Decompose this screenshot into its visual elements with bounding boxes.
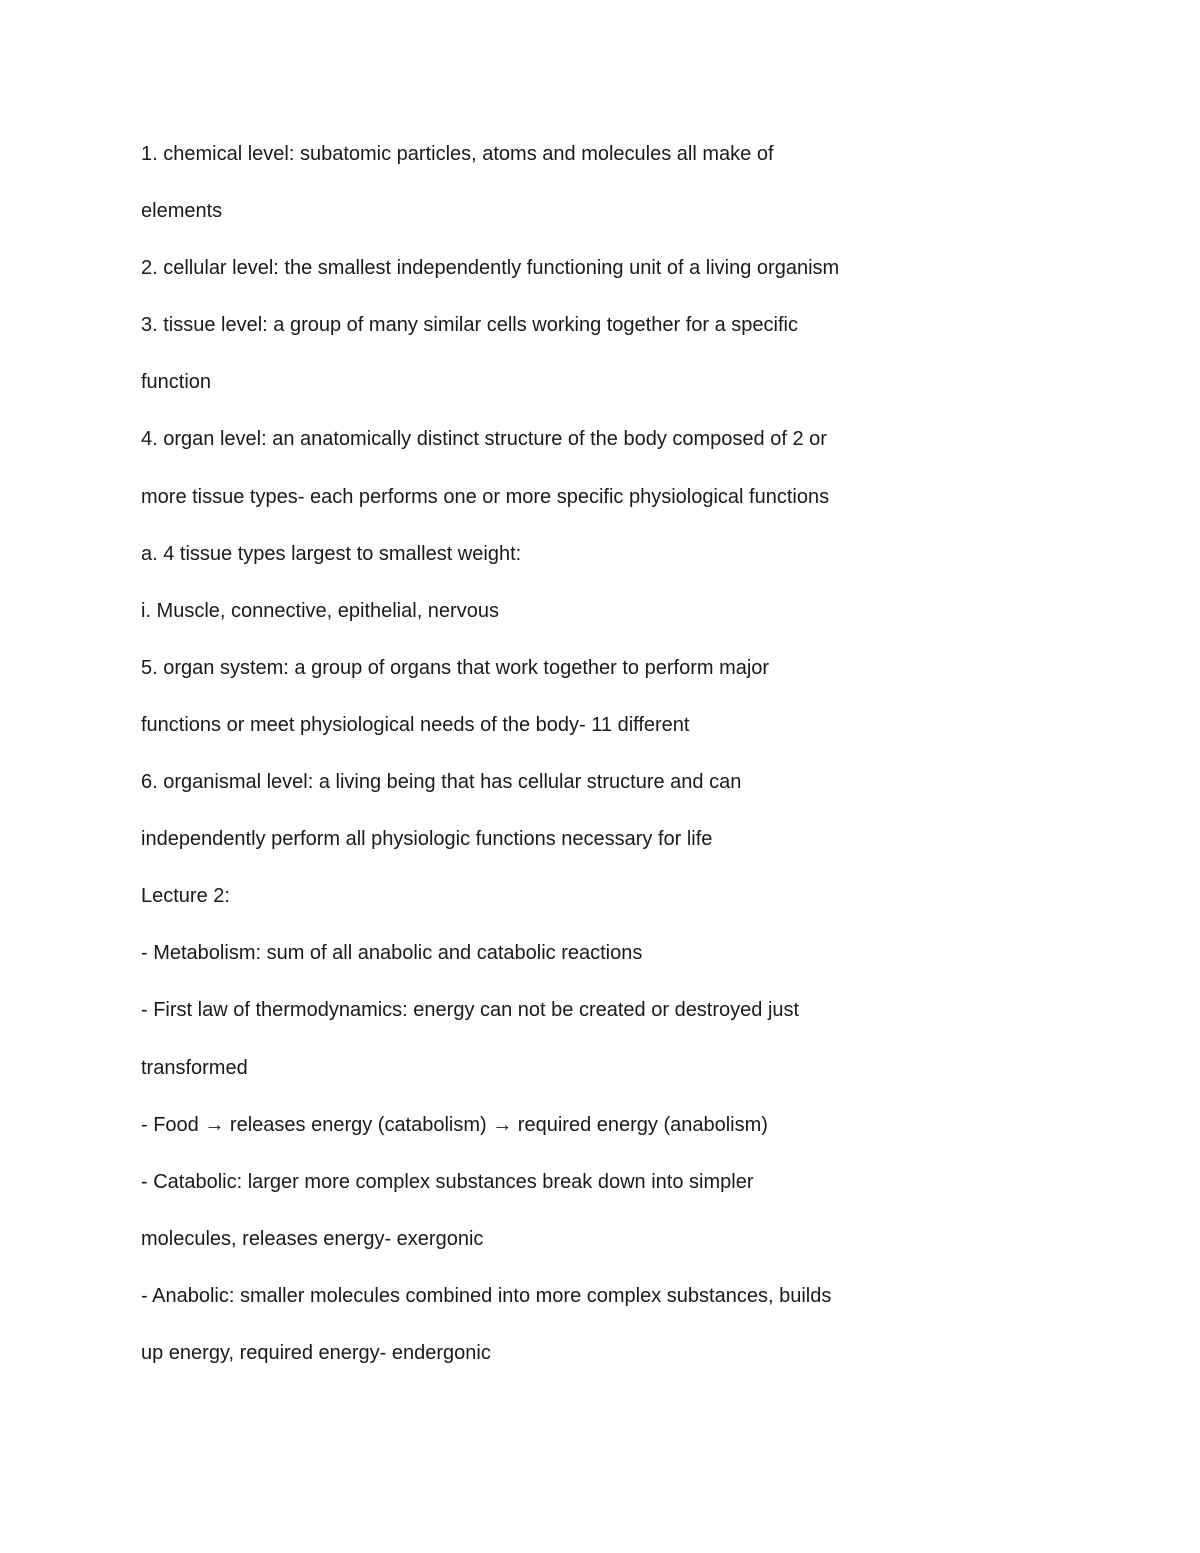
text-line: 6. organismal level: a living being that has cellular structure and can <box>141 771 742 794</box>
text-line: molecules, releases energy- exergonic <box>141 1227 484 1250</box>
section-heading: Lecture 2: <box>141 885 230 908</box>
text-line: 3. tissue level: a group of many similar cells working together for a specific <box>141 314 798 337</box>
text-line: transformed <box>141 1056 248 1079</box>
text-line: - Metabolism: sum of all anabolic and catabolic reactions <box>141 942 643 965</box>
text-line: up energy, required energy- endergonic <box>141 1341 491 1364</box>
document-body <box>141 137 921 1393</box>
text-line: 4. organ level: an anatomically distinct structure of the body composed of 2 or <box>141 428 827 451</box>
text-line: i. Muscle, connective, epithelial, nervous <box>141 599 499 622</box>
text-line: elements <box>141 200 223 223</box>
text-line: functions or meet physiological needs of the body- 11 different <box>141 713 690 736</box>
text-line: function <box>141 371 212 394</box>
text-line: - Food → releases energy (catabolism) → required energy (anabolism) <box>141 1113 768 1136</box>
text-line: independently perform all physiologic functions necessary for life <box>141 828 713 851</box>
text-line: 2. cellular level: the smallest independently functioning unit of a living organism <box>141 257 840 280</box>
text-line: 1. chemical level: subatomic particles, atoms and molecules all make of <box>141 143 774 165</box>
text-line: - Catabolic: larger more complex substances break down into simpler <box>141 1170 754 1193</box>
text-line: 5. organ system: a group of organs that work together to perform major <box>141 656 770 679</box>
text-line: a. 4 tissue types largest to smallest weight: <box>141 542 522 565</box>
text-line: - First law of thermodynamics: energy can not be created or destroyed just <box>141 999 800 1022</box>
text-line: - Anabolic: smaller molecules combined into more complex substances, builds <box>141 1284 832 1307</box>
text-line: more tissue types- each performs one or more specific physiological functions <box>141 485 830 508</box>
